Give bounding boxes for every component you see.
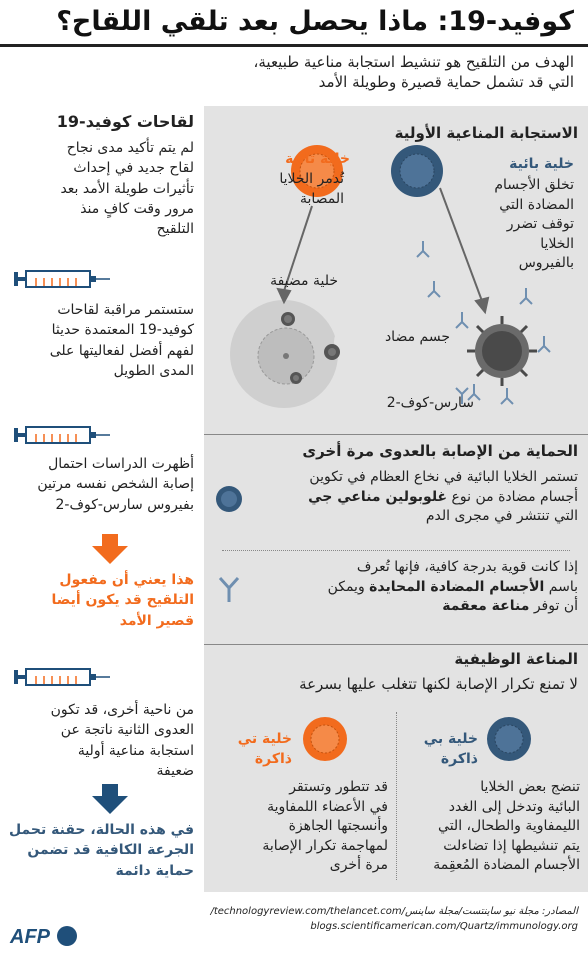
sidebar-paragraph-2: ستستمر مراقبة لقاحات كوفيد-19 المعتمدة حديثا لفهم أفضل لفعاليتها على المدى الطويل: [49, 302, 194, 379]
page-title: كوفيد-19: ماذا يحصل بعد تلقي اللقاح؟: [56, 6, 574, 37]
sources: المصادر: مجلة نيو ساينتست/مجلة ساينس/technologyreview.com/thelancet.com/ blogs.scientificamerican.com/Quartz/immunology.org: [210, 906, 578, 932]
title-rule: [0, 44, 588, 47]
virus-label: سارس-كوف-2: [386, 395, 474, 411]
b-cell-small-icon: [214, 484, 244, 514]
reinfection-para-2: إذا كانت قوية بدرجة كافية، فإنها تُعرف باسم الأجسام المضادة المحايدة ويمكن أن توفر مناعة معقمة: [327, 559, 578, 615]
memory-t-cell-label: خلية تي ذاكرة: [237, 731, 292, 767]
sidebar-highlight-2: في هذه الحالة، حقنة تحمل الجرعة الكافية قد تضمن حماية دائمة: [9, 822, 194, 879]
sidebar-paragraph-1: لم يتم تأكيد مدى نجاح لقاح جديد في إحداث تأثيرات طويلة الأمد بعد مرور وقت كافٍ منذ التلقيح: [60, 140, 194, 238]
afp-logo-dot: [57, 926, 77, 946]
memory-b-cell-label: خلية بي ذاكرة: [423, 731, 478, 767]
subtitle-line-1: الهدف من التلقيح هو تنشيط استجابة مناعية طبيعية،: [253, 53, 574, 71]
antibody-label: جسم مضاد: [384, 329, 450, 345]
afp-logo: AFP: [10, 926, 82, 950]
sidebar-paragraph-4: من ناحية أخرى، قد تكون العدوى الثانية ناتجة عن استجابة مناعية أولية ضعيفة: [50, 702, 194, 779]
down-arrow-icon: [90, 784, 130, 814]
antibody-small-icon: [214, 572, 244, 604]
page-subtitle: [154, 52, 574, 93]
t-cell-description: تُدمر الخلايا المصابة: [279, 171, 344, 207]
sidebar-title: لقاحات كوفيد-19: [56, 112, 194, 131]
syringe-icon: [14, 424, 110, 446]
host-cell-icon: [230, 300, 374, 408]
syringe-icon: [14, 268, 110, 290]
main-panel: [204, 106, 588, 892]
dotted-divider: [222, 550, 570, 551]
b-cell-label: خلية بائية: [509, 156, 574, 172]
reinfection-title: الحماية من الإصابة بالعدوى مرة أخرى: [302, 442, 578, 460]
down-arrow-icon: [90, 534, 130, 564]
memory-t-cell-icon: [300, 714, 350, 764]
b-cell-icon: [391, 145, 443, 197]
memory-b-cell-icon: [484, 714, 534, 764]
syringe-icon: [14, 666, 110, 688]
functional-title: المناعة الوظيفية: [454, 650, 578, 668]
section-divider-1: [204, 434, 588, 435]
reinfection-para-1: تستمر الخلايا البائية في نخاع العظام في تكوين أجسام مضادة من نوع غلوبولين مناعي جي التي تنتشر في مجرى الدم: [308, 469, 578, 525]
memory-t-cell-description: قد تتطور وتستقر في الأعضاء اللمفاوية وأنسجتها الجاهزة لمهاجمة تكرار الإصابة مرة أخرى: [262, 779, 388, 874]
subtitle-line-2: التي قد تشمل حماية قصيرة وطويلة الأمد: [318, 73, 574, 92]
sars-cov-2-virus-icon: [467, 316, 537, 386]
t-cell-label: خلية تائية: [285, 151, 350, 167]
sidebar-paragraph-3: أظهرت الدراسات احتمال إصابة الشخص نفسه مرتين بفيروس سارس-كوف-2: [37, 456, 194, 513]
functional-subtitle: لا تمنع تكرار الإصابة لكنها تتغلب عليها بسرعة: [299, 675, 578, 693]
b-cell-description: تخلق الأجسام المضادة التي توقف تضرر الخلايا بالفيروس: [494, 177, 574, 272]
host-cell-label: خلية مضيفة: [270, 273, 338, 289]
section-divider-2: [204, 644, 588, 645]
sidebar-highlight-1: هذا يعني أن مفعول التلقيح قد يكون أيضا قصير الأمد: [51, 572, 194, 629]
memory-b-cell-description: تنضج بعض الخلايا البائية وتدخل إلى الغدد الليمفاوية والطحال، التي يتم تنشيطها إذا تضاءلت الأجسام المضادة المُعقِمة: [433, 779, 580, 874]
primary-response-title: الاستجابة المناعية الأولية: [394, 124, 578, 142]
